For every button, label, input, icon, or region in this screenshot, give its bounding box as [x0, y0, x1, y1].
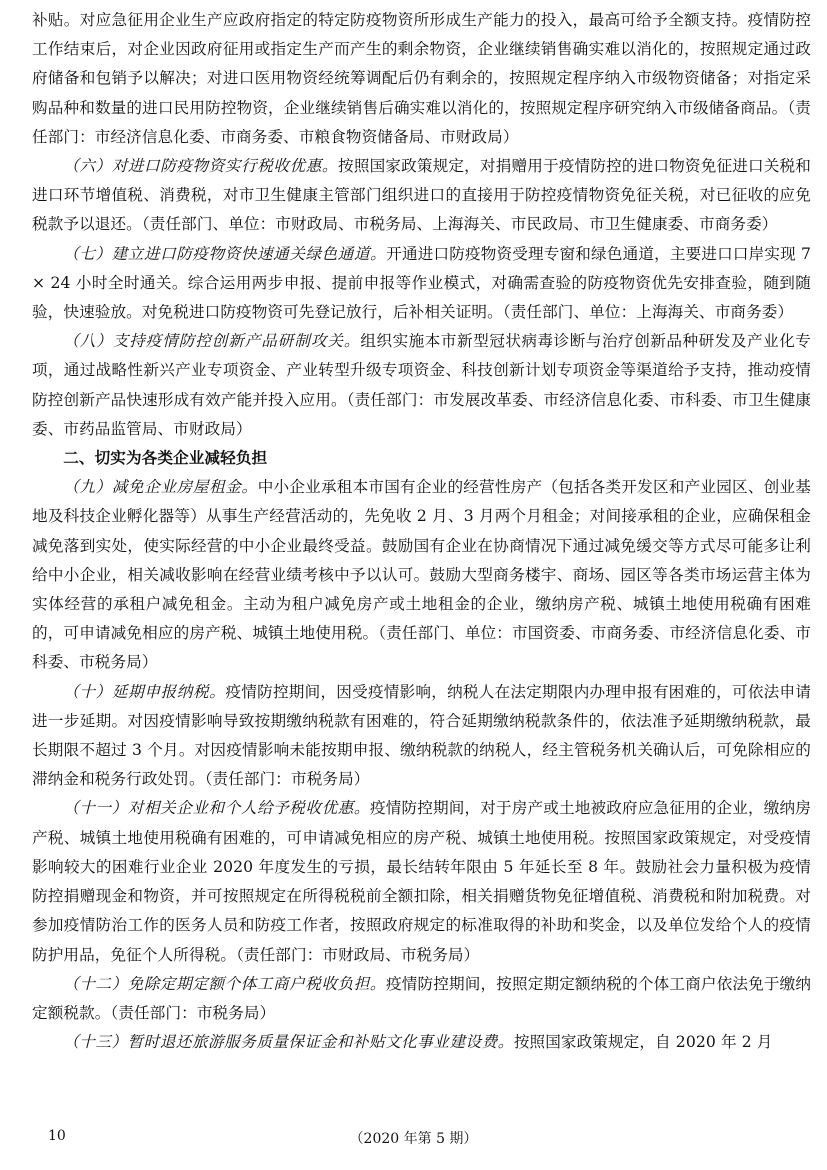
item-heading: （十三）暂时退还旅游服务质量保证金和补贴文化事业建设费。 [63, 1033, 514, 1052]
item-body: 疫情防控期间，因受疫情影响，纳税人在法定期限内办理申报有困难的，可依法申请进一步延期。对因疫情影响导致按期缴纳税款有困难的，符合延期缴纳税款条件的，依法准予延期缴纳税款，最长期限不超过 3 个月。对因疫情影响未能按期申报、缴纳税款的纳税人，经主管税务机关确认后，可免除相应的滞纳金和税务行政处罚。（责任部门：市税务局） [32, 682, 812, 789]
item-heading: （十二）免除定期定额个体工商户税收负担。 [63, 974, 387, 993]
page-footer [0, 1128, 827, 1152]
document-body [32, 6, 811, 1057]
item-heading: （十一）对相关企业和个人给予税收优惠。 [63, 799, 371, 818]
item-body: 按照国家政策规定，自 2020 年 2 月 [513, 1033, 773, 1052]
paragraph-item-10 [32, 678, 811, 795]
item-body: 中小企业承租本市国有企业的经营性房产（包括各类开发区和产业园区、创业基地及科技企业孵化器等）从事生产经营活动的，先免收 2 月、3 月两个月租金；对间接承租的企业，应确保租金减免落到实处，使实际经营的中小企业最终受益。鼓励国有企业在协商情况下通过减免缓交等方式尽可能多让利给中小企业，相关减收影响在经营业绩考核中予以认可。鼓励大型商务楼宇、商场、园区等各类市场运营主体为实体经营的承租户减免租金。主动为租户减免房产或土地租金的企业，缴纳房产税、城镇土地使用税确有困难的，可申请减免相应的房产税、城镇土地使用税。（责任部门、单位：市国资委、市商务委、市经济信息化委、市科委、市税务局） [32, 478, 811, 672]
issue-label: （2020 年第 5 期） [349, 1131, 478, 1147]
item-body: 疫情防控期间，按照定期定额纳税的个体工商户依法免于缴纳定额税款。（责任部门：市税务局） [32, 974, 812, 1022]
paragraph-item-8 [32, 327, 811, 444]
item-heading: （七）建立进口防疫物资快速通关绿色通道。 [63, 244, 387, 263]
item-heading: （六）对进口防疫物资实行税收优惠。 [63, 157, 339, 176]
paragraph-item-11 [32, 794, 811, 969]
item-body: 开通进口防疫物资受理专窗和绿色通道，主要进口口岸实现 7 × 24 小时全时通关。综合运用两步申报、提前申报等作业模式，对确需查验的防疫物资优先安排查验，随到随验，快速验放。对免税进口防疫物资可先登记放行，后补相关证明。（责任部门、单位：上海海关、市商务委） [32, 244, 811, 322]
paragraph-item-12 [32, 970, 811, 1028]
paragraph-item-13 [32, 1028, 811, 1057]
paragraph-item-7 [32, 240, 811, 328]
paragraph-continuation: 补贴。对应急征用企业生产应政府指定的特定防疫物资所形成生产能力的投入，最高可给予全额支持。疫情防控工作结束后，对企业因政府征用或指定生产而产生的剩余物资，企业继续销售确实难以消化的，按照规定通过政府储备和包销予以解决；对进口医用物资经统筹调配后仍有剩余的，按照规定程序纳入市级物资储备；对指定采购品种和数量的进口民用防控物资，企业继续销售后确实难以消化的，按照规定程序研究纳入市级储备商品。（责任部门：市经济信息化委、市商务委、市粮食物资储备局、市财政局） [32, 11, 811, 146]
paragraph-item-9 [32, 473, 811, 677]
item-heading: （十）延期申报纳税。 [63, 682, 226, 701]
paragraph-item-6 [32, 152, 811, 240]
item-heading: （九）减免企业房屋租金。 [63, 478, 258, 497]
item-heading: （八）支持疫情防控创新产品研制攻关。 [63, 332, 361, 351]
item-body: 组织实施本市新型冠状病毒诊断与治疗创新品种研发及产业化专项，通过战略性新兴产业专项资金、产业转型升级专项资金、科技创新计划专项资金等渠道给予支持，推动疫情防控创新产品快速形成有效产能并投入应用。（责任部门：市发展改革委、市经济信息化委、市科委、市卫生健康委、市药品监管局、市财政局） [32, 332, 811, 438]
item-body: 按照国家政策规定，对捐赠用于疫情防控的进口物资免征进口关税和进口环节增值税、消费税，对市卫生健康主管部门组织进口的直接用于防控疫情物资免征关税，对已征收的应免税款予以退还。（责任部门、单位：市财政局、市税务局、上海海关、市民政局、市卫生健康委、市商务委） [32, 157, 811, 234]
item-body: 疫情防控期间，对于房产或土地被政府应急征用的企业，缴纳房产税、城镇土地使用税确有困难的，可申请减免相应的房产税、城镇土地使用税。按照国家政策规定，对受疫情影响较大的困难行业企业 2020 年度发生的亏损，最长结转年限由 5 年延长至 8 年。鼓励社会力量积极为疫情防控捐赠现金和物资，并可按照规定在所得税税前全额扣除，相关捐赠货物免征增值税、消费税和附加税费。对参加疫情防治工作的医务人员和防疫工作者，按照政府规定的标准取得的补助和奖金，以及单位发给个人的疫情防护用品，免征个人所得税。（责任部门：市财政局、市税务局） [32, 799, 811, 964]
page-number: 10 [48, 1128, 66, 1144]
section-heading: 二、切实为各类企业减轻负担 [63, 449, 268, 468]
